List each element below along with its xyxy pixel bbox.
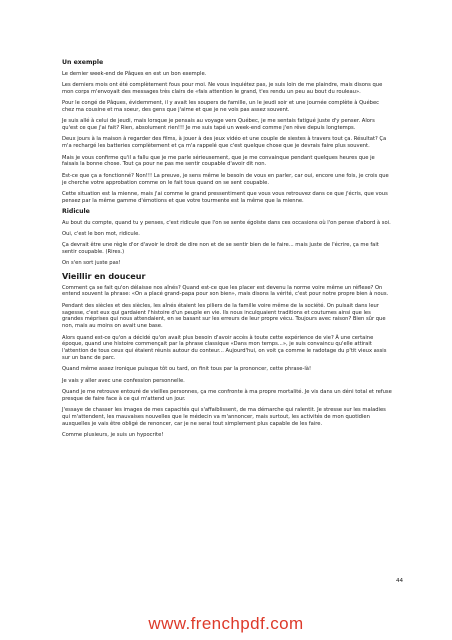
page-number: 44 — [396, 578, 404, 584]
paragraph: Les derniers mois ont été complètement fous pour moi. Ne vous inquiétez pas, je suis loin de me plaindre, mais disons que mon corps m'envoyait des messages très clairs de «fais attention le grand, t'es rendu un peu au bout du rouleau». — [62, 82, 383, 96]
paragraph: Le dernier week-end de Pâques en est un bon exemple. — [62, 70, 207, 77]
paragraph: Deux jours à la maison à regarder des films, à jouer à des jeux vidéo et une couple de siestes à travers tout ça. Résultat? Ça m'a rechargé les batteries complètement et ça m'a rappelé que c'est quelque chose que je devrais faire plus souvent. — [62, 136, 387, 150]
paragraph: J'essaye de chasser les images de mes capacités qui s'affaiblissent, de ma démarche qui ralentit. Je stresse sur les maladies qui m'attendent, les mauvaises nouvelles que le médecin va m'annoncer, mais surtout, les activités de mon quotidien auxquelles je vais être obligé de renoncer, car je ne serai tout simplement plus capable de les faire. — [62, 406, 386, 427]
paragraph: Quand je me retrouve entouré de vieilles personnes, ça me confronte à ma propre mortalité. Je vis dans un déni total et refuse presque de faire face à ce qui m'attend un jour. — [62, 388, 392, 402]
paragraph: Est-ce que ça a fonctionné? Non!!! La preuve, je sens même le besoin de vous en parler, car oui, encore une fois, je crois que je cherche votre approbation comme on le fait tous quand on se sent coupable. — [62, 172, 389, 186]
paragraph: Alors quand est-ce qu'on a décidé qu'on avait plus besoin d'avoir accès à toute cette expérience de vie? À une certaine époque, quand une histoire commençait par la phrase classique «Dans mon temps...», je suis convaincu qu'elle attirait l'attention de tous ceux qui étaient réunis autour du conteur... Aujourd'hui, on voit ça comme le radotage du p'tit vieux assis sur un banc de parc. — [62, 334, 387, 362]
paragraph: Au bout du compte, quand tu y penses, c'est ridicule que l'on se sente égoïste dans ces occasions où l'on pense d'abord à soi. — [62, 219, 391, 226]
section-heading-ridicule: Ridicule — [62, 207, 90, 215]
paragraph: On s'en sort juste pas! — [62, 260, 121, 267]
paragraph: Ça devrait être une règle d'or d'avoir le droit de dire non et de se sentir bien de le faire... mais juste de l'écrire, ça me fait sentir coupable. (Rires.) — [62, 242, 379, 256]
chapter-heading-vieillir: Vieillir en douceur — [62, 270, 146, 281]
paragraph: Quand même assez ironique puisque tôt ou tard, on finit tous par la prononcer, cette phrase-là! — [62, 366, 312, 373]
paragraph: Cette situation est la mienne, mais j'ai comme le grand pressentiment que vous vous retrouvez dans ce que j'écris, que vous pensez par la même gamme d'émotions et que votre tourmente est la même que la mienne. — [62, 190, 388, 204]
paragraph: Pendant des siècles et des siècles, les aînés étaient les piliers de la famille voire même de la société. On puisait dans leur sagesse, c'est eux qui gardaient l'histoire d'un peuple en vie. Ils nous inculquaient traditions et coutumes ainsi que les grandes méprises qui nous attendaient, en se basant sur les erreurs de leur propre vécu. Toujours avec raison? Bien sûr que non, mais au moins on avait une base. — [62, 302, 386, 330]
paragraph: Oui, c'est le bon mot, ridicule. — [62, 230, 140, 237]
paragraph: Je vais y aller avec une confession personnelle. — [62, 377, 185, 384]
watermark-link[interactable]: www.frenchpdf.com — [148, 614, 304, 633]
paragraph: Mais je vous confirme qu'il a fallu que je me parle sérieusement, que je me convainque pendant quelques heures que je faisais la bonne chose. Tout ça pour ne pas me sentir coupable d'avoir dit non. — [62, 154, 375, 168]
paragraph: Je suis allé à celui de jeudi, mais lorsque je pensais au voyage vers Québec, je me sentais fatigué juste d'y penser. Alors qu'est ce que j'ai fait? Rien, absolument rien!!! Je me suis tapé un week-end comme j'en rêve depuis longtemps. — [62, 118, 375, 132]
paragraph: Comme plusieurs, je suis un hypocrite! — [62, 431, 164, 438]
page-content — [62, 60, 392, 443]
paragraph: Comment ça se fait qu'on délaisse nos aînés? Quand est-ce que les placer est devenu la norme voire même un réflexe? On entend souvent la phrase: «On a placé grand-papa pour son bien», mais disons la vérité, c'est pour notre propre bien à nous. — [62, 284, 389, 298]
paragraph: Pour le congé de Pâques, évidemment, il y avait les soupers de famille, un le jeudi soir et une journée complète à Québec chez ma cousine et ma soeur, des gens que j'aime et que je ne vois pas assez souvent. — [62, 100, 379, 114]
section-heading-exemple: Un exemple — [62, 59, 104, 66]
